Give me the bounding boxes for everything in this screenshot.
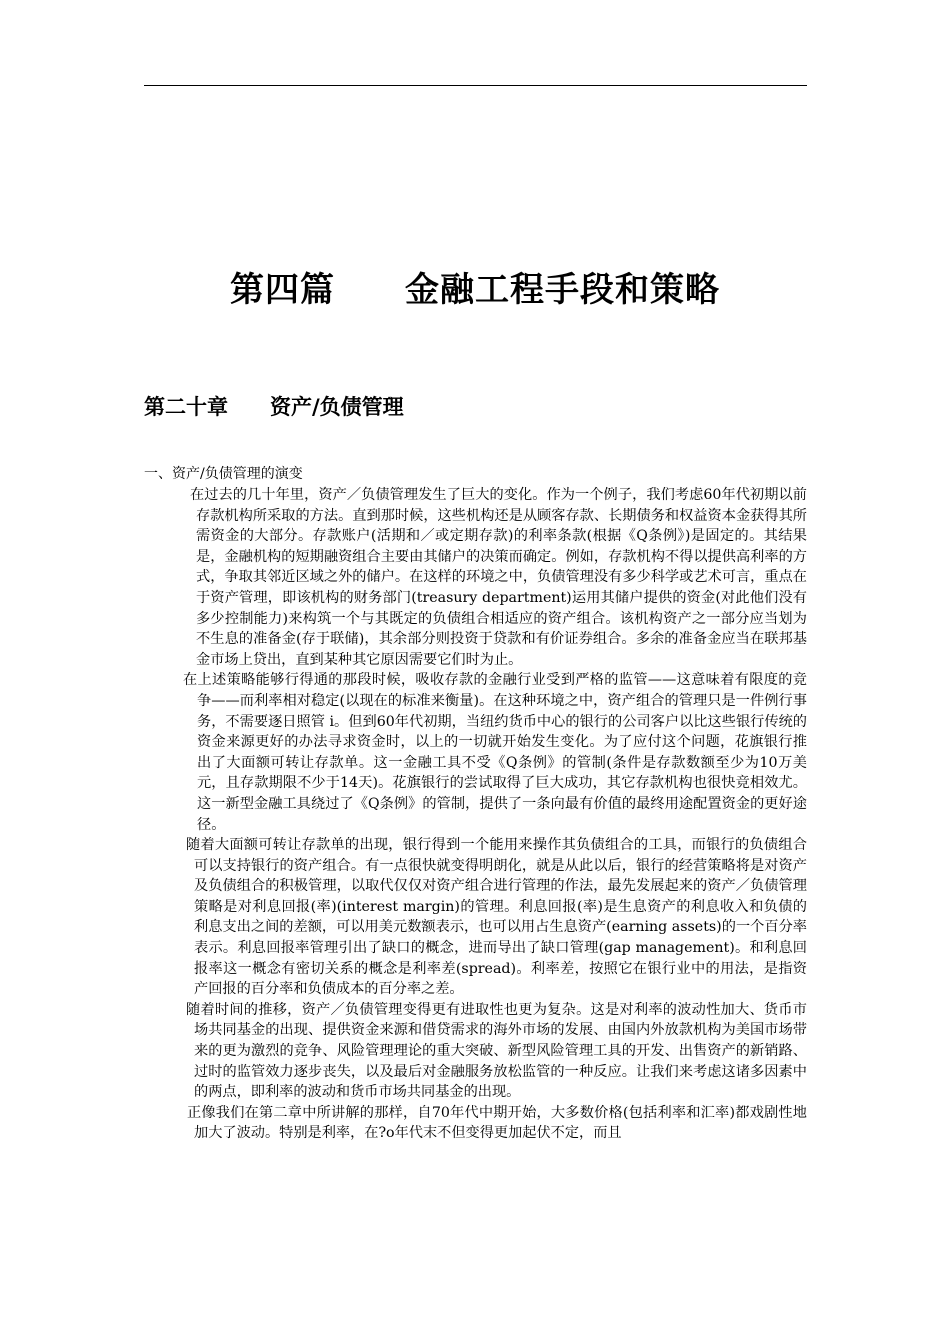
paragraph: 在上述策略能够行得通的那段时候，吸收存款的金融行业受到严格的监管——这意味着有限度的竞争——而利率相对稳定(以现在的标准来衡量)。在这种环境之中，资产组合的管理只是一件例行事务，不需要逐日照管 i。但到60年代初期，当纽约货币中心的银行的公司客户以比这些银行传统的资金来源更好的办法寻求资金时，以上的一切就开始发生变化。为了应付这个问题，花旗银行推出了大面额可转让存款单。这一金融工具不受《Q条例》的管制(条件是存款数额至少为10万美元，且存款期限不少于14天)。花旗银行的尝试取得了巨大成功，其它存款机构也很快竞相效尤。这一新型金融工具绕过了《Q条例》的管制，提供了一条向最有价值的最终用途配置资金的更好途径。 bbox=[183, 672, 807, 833]
paragraph: 随着大面额可转让存款单的出现，银行得到一个能用来操作其负债组合的工具，而银行的负债组合可以支持银行的资产组合。有一点很快就变得明朗化，就是从此以后，银行的经营策略将是对资产及负债组合的积极管理，以取代仅仅对资产组合进行管理的作法，最先发展起来的资产／负债管理策略是对利息回报(率)(interest margin)的管理。利息回报(率)是生息资产的利息收入和负债的利息支出之间的差额，可以用美元数额表示，也可以用占生息资产(earning assets)的一个百分率表示。利息回报率管理引出了缺口的概念，进而导出了缺口管理(gap management)。和利息回报率这一概念有密切关系的概念是利率差(spread)。利率差，按照它在银行业中的用法，是指资产回报的百分率和负债成本的百分率之差。 bbox=[186, 837, 807, 998]
section-heading: 一、资产/负债管理的演变 bbox=[144, 466, 303, 482]
chapter-title: 第二十章 资产/负债管理 bbox=[144, 395, 404, 419]
header-rule bbox=[144, 85, 807, 86]
paragraph: 随着时间的推移，资产／负债管理变得更有进取性也更为复杂。这是对利率的波动性加大、货币市场共同基金的出现、提供资金来源和借贷需求的海外市场的发展、由国内外放款机构为美国市场带来的更为激烈的竞争、风险管理理论的重大突破、新型风险管理工具的开发、出售资产的新销路、过时的监管效力逐步丧失，以及最后对金融服务放松监管的一种反应。让我们来考虑这诸多因素中的两点，即利率的波动和货币市场共同基金的出现。 bbox=[186, 1001, 807, 1101]
part-title: 第四篇 金融工程手段和策略 bbox=[230, 270, 720, 310]
body-text bbox=[183, 485, 807, 1144]
paragraph: 正像我们在第二章中所讲解的那样，自70年代中期开始，大多数价格(包括利率和汇率)都戏剧性地加大了波动。特别是利率，在?o年代末不但变得更加起伏不定，而且 bbox=[187, 1104, 807, 1142]
paragraph: 在过去的几十年里，资产／负债管理发生了巨大的变化。作为一个例子，我们考虑60年代初期以前存款机构所采取的方法。直到那时候，这些机构还是从顾客存款、长期债务和权益资本金获得其所需资金的大部分。存款账户(活期和／或定期存款)的利率条款(根据《Q条例》)是固定的。其结果是，金融机构的短期融资组合主要由其储户的决策而确定。例如，存款机构不得以提供高利率的方式，争取其邻近区域之外的储户。在这样的环境之中，负债管理没有多少科学或艺术可言，重点在于资产管理，即该机构的财务部门(treasury department)运用其储户提供的资金(对此他们没有多少控制能力)来构筑一个与其既定的负债组合相适应的资产组合。该机构资产之一部分应当划为不生息的准备金(存于联储)，其余部分则投资于贷款和有价证券组合。多余的准备金应当在联邦基金市场上贷出，直到某种其它原因需要它们时为止。 bbox=[190, 487, 807, 668]
